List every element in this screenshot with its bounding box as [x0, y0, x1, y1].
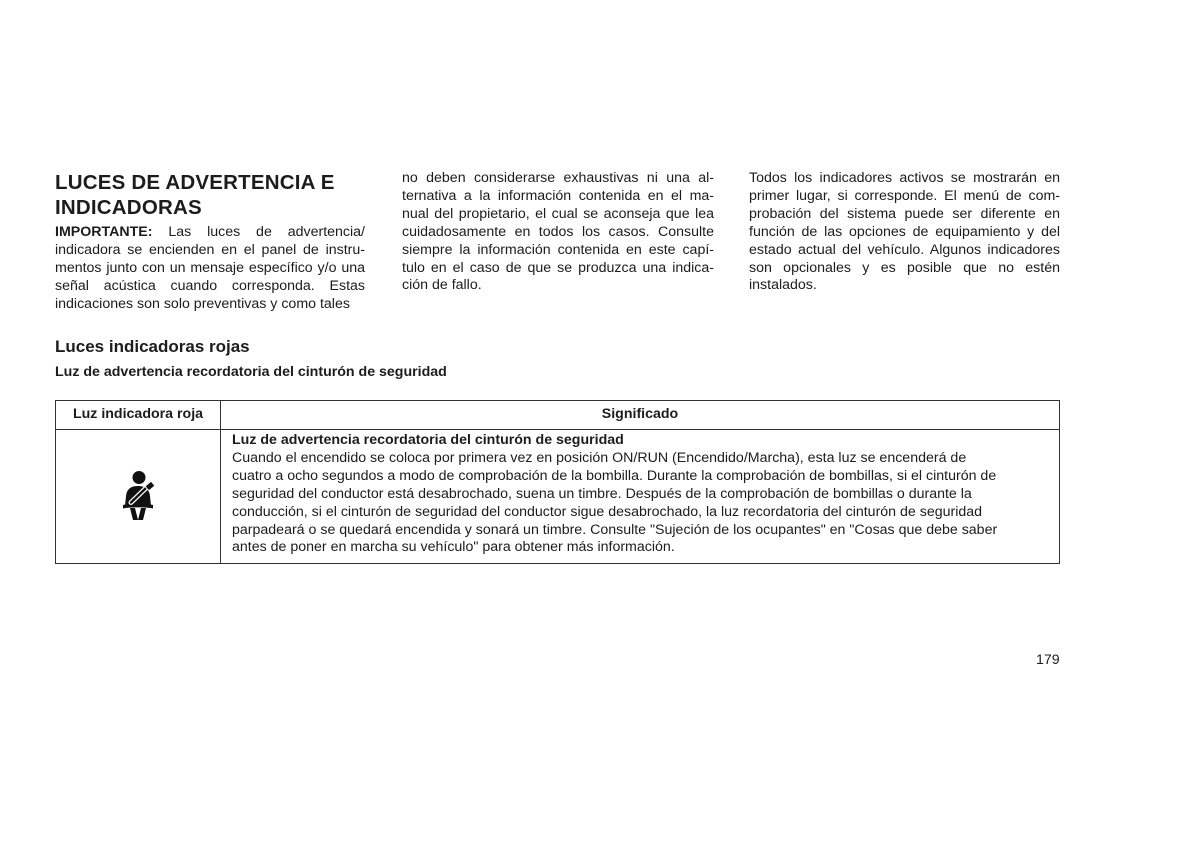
description-line: cuatro a ocho segundos a modo de comprobación de la bombilla. Durante la comprobación de bombillas, si el cinturón de: [232, 467, 997, 484]
description-line: Cuando el encendido se coloca por primera vez en posición ON/RUN (Encendido/Marcha), esta luz se encenderá de: [232, 449, 967, 466]
description-line: seguridad del conductor está desabrochado, suena un timbre. Después de la comprobación de bombillas o durante la: [232, 485, 972, 502]
section-title-line2: INDICADORAS: [55, 196, 202, 219]
description-line: parpadeará o se quedará encendida y sonará un timbre. Consulte "Sujeción de los ocupantes" en "Cosas que debe saber: [232, 521, 998, 538]
seatbelt-warning-icon: [113, 508, 163, 524]
intro-continuation: no deben considerarse exhaustivas ni una al- ternativa a la información contenida en el ma- nual del propietario, el cual se aconseja que lea cuidadosamente en todos los casos. Consulte siempre la información contenida en este capí- tulo en el caso de que se produzca una indica- ción de fallo.: [402, 170, 714, 294]
description-line: conducción, si el cinturón de seguridad del conductor sigue desabrochado, la luz recordatoria del cinturón de seguridad: [232, 503, 983, 520]
table-row: [56, 430, 1060, 564]
section-title: [55, 170, 365, 220]
column-1: [55, 170, 365, 314]
intro-paragraph: [55, 224, 365, 314]
intro-text: Las luces de advertencia/ indicadora se encienden en el panel de instru- mentos junto con un mensaje específico y/o una señal acústica cuando corresponda. Estas indicaciones son solo preventivas y como tales: [55, 224, 365, 312]
indicator-table: [55, 400, 1060, 564]
description-line: antes de poner en marcha su vehículo" para obtener más información.: [232, 539, 675, 556]
table-header-meaning: Significado: [221, 401, 1060, 430]
indicator-description-title: Luz de advertencia recordatoria del cinturón de seguridad: [232, 432, 624, 448]
page-number: 179: [1036, 652, 1060, 668]
indicator-icon-cell: [56, 430, 221, 564]
item-title: Luz de advertencia recordatoria del cinturón de seguridad: [55, 364, 447, 380]
column-3: [749, 170, 1060, 295]
column-2: [402, 170, 714, 295]
table-header-indicator: Luz indicadora roja: [56, 401, 221, 430]
subsection-title: Luces indicadoras rojas: [55, 337, 250, 356]
important-label: IMPORTANTE:: [55, 224, 153, 240]
indicator-description-cell: [221, 430, 1060, 564]
active-indicators-paragraph: Todos los indicadores activos se mostrarán en primer lugar, si corresponde. El menú de com- probación del sistema puede ser diferente en función de las opciones de equipamiento y del estado actual del vehículo. Algunos indicadores son opcionales y es posible que no estén instalados.: [749, 170, 1060, 294]
table-header-row: [56, 401, 1060, 430]
section-title-line1: LUCES DE ADVERTENCIA E: [55, 171, 335, 194]
